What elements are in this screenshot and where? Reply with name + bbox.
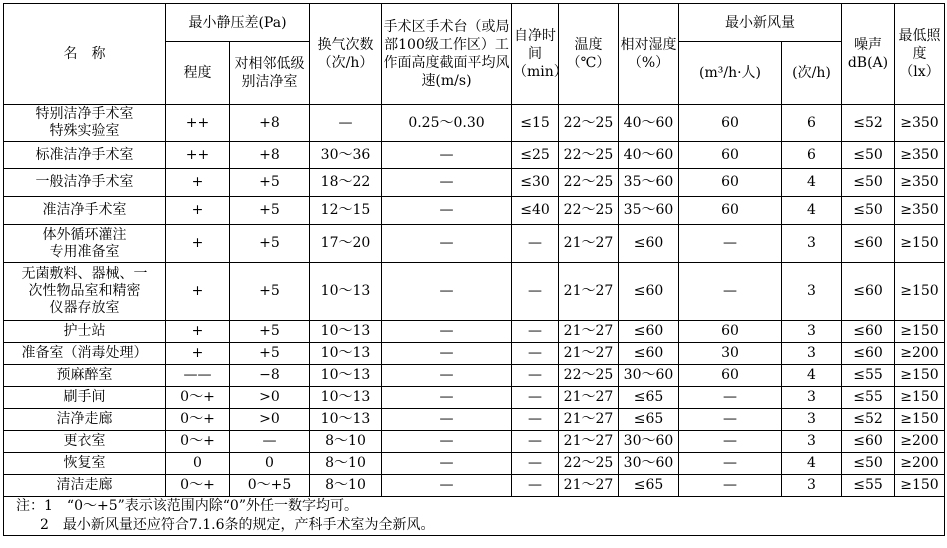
header-humidity: 相对湿度（%） xyxy=(619,4,679,105)
airspeed-cell: — xyxy=(382,409,512,431)
room-name-cell: 护士站 xyxy=(4,321,166,343)
fresh-air-per-hour-cell: 3 xyxy=(782,387,842,409)
header-to-adjacent: 对相邻低级别洁净室 xyxy=(230,42,310,105)
humidity-cell: 30～60 xyxy=(619,431,679,453)
temperature-cell: 21～27 xyxy=(559,225,619,263)
airspeed-cell: 0.25～0.30 xyxy=(382,105,512,142)
fresh-air-per-person-cell: — xyxy=(679,225,782,263)
noise-cell: ≤55 xyxy=(842,365,895,387)
fresh-air-per-person-cell: — xyxy=(679,431,782,453)
header-air-changes: 换气次数（次/h） xyxy=(310,4,382,105)
pressure-degree-cell: + xyxy=(166,169,230,197)
noise-cell: ≤50 xyxy=(842,197,895,225)
fresh-air-per-hour-cell: 3 xyxy=(782,475,842,497)
air-changes-cell: — xyxy=(310,105,382,142)
noise-cell: ≤60 xyxy=(842,431,895,453)
header-fresh-per-person: (m³/h·人) xyxy=(679,42,782,105)
pressure-adjacent-cell: +5 xyxy=(230,321,310,343)
room-name-cell: 无菌敷料、器械、一 次性物品室和精密 仪器存放室 xyxy=(4,263,166,321)
airspeed-cell: — xyxy=(382,365,512,387)
air-changes-cell: 8～10 xyxy=(310,475,382,497)
pressure-degree-cell: 0～+ xyxy=(166,475,230,497)
table-row xyxy=(4,321,945,343)
fresh-air-per-person-cell: 60 xyxy=(679,365,782,387)
temperature-cell: 22～25 xyxy=(559,453,619,475)
airspeed-cell: — xyxy=(382,169,512,197)
humidity-cell: 30～60 xyxy=(619,365,679,387)
table-row xyxy=(4,105,945,142)
table-row xyxy=(4,475,945,497)
humidity-cell: ≤60 xyxy=(619,225,679,263)
air-changes-cell: 17～20 xyxy=(310,225,382,263)
room-name-cell: 恢复室 xyxy=(4,453,166,475)
room-name-cell: 洁净走廊 xyxy=(4,409,166,431)
air-changes-cell: 8～10 xyxy=(310,431,382,453)
humidity-cell: ≤60 xyxy=(619,321,679,343)
header-temperature: 温度（℃） xyxy=(559,4,619,105)
pressure-adjacent-cell: 0 xyxy=(230,453,310,475)
header-airspeed: 手术区手术台（或局部100级工作区）工作面高度截面平均风速(m/s) xyxy=(382,4,512,105)
header-row-1 xyxy=(4,4,945,42)
pressure-degree-cell: 0～+ xyxy=(166,409,230,431)
air-changes-cell: 10～13 xyxy=(310,321,382,343)
illumination-cell: ≥150 xyxy=(895,263,945,321)
noise-cell: ≤55 xyxy=(842,387,895,409)
pressure-adjacent-cell: −8 xyxy=(230,365,310,387)
humidity-cell: 40～60 xyxy=(619,142,679,169)
room-name-cell: 准备室（消毒处理） xyxy=(4,343,166,365)
noise-cell: ≤52 xyxy=(842,105,895,142)
temperature-cell: 21～27 xyxy=(559,343,619,365)
pressure-degree-cell: + xyxy=(166,321,230,343)
air-changes-cell: 10～13 xyxy=(310,365,382,387)
airspeed-cell: — xyxy=(382,321,512,343)
fresh-air-per-person-cell: 60 xyxy=(679,197,782,225)
pressure-degree-cell: —— xyxy=(166,365,230,387)
illumination-cell: ≥350 xyxy=(895,197,945,225)
table-row xyxy=(4,387,945,409)
humidity-cell: ≤60 xyxy=(619,263,679,321)
air-changes-cell: 10～13 xyxy=(310,409,382,431)
self-clean-time-cell: ≤15 xyxy=(512,105,559,142)
fresh-air-per-hour-cell: 6 xyxy=(782,105,842,142)
illumination-cell: ≥200 xyxy=(895,343,945,365)
pressure-degree-cell: + xyxy=(166,197,230,225)
pressure-degree-cell: + xyxy=(166,225,230,263)
pressure-degree-cell: ++ xyxy=(166,105,230,142)
pressure-degree-cell: ++ xyxy=(166,142,230,169)
temperature-cell: 21～27 xyxy=(559,409,619,431)
fresh-air-per-hour-cell: 3 xyxy=(782,263,842,321)
humidity-cell: ≤65 xyxy=(619,387,679,409)
table-row xyxy=(4,409,945,431)
pressure-adjacent-cell: +5 xyxy=(230,343,310,365)
table-row xyxy=(4,343,945,365)
airspeed-cell: — xyxy=(382,343,512,365)
humidity-cell: 40～60 xyxy=(619,105,679,142)
fresh-air-per-hour-cell: 3 xyxy=(782,321,842,343)
pressure-degree-cell: + xyxy=(166,263,230,321)
header-static-pressure: 最小静压差(Pa) xyxy=(166,4,310,42)
illumination-cell: ≥150 xyxy=(895,225,945,263)
temperature-cell: 21～27 xyxy=(559,475,619,497)
temperature-cell: 21～27 xyxy=(559,321,619,343)
table-row xyxy=(4,197,945,225)
illumination-cell: ≥350 xyxy=(895,142,945,169)
illumination-cell: ≥350 xyxy=(895,169,945,197)
humidity-cell: 35～60 xyxy=(619,169,679,197)
illumination-cell: ≥150 xyxy=(895,365,945,387)
self-clean-time-cell: — xyxy=(512,225,559,263)
table-row xyxy=(4,225,945,263)
fresh-air-per-hour-cell: 3 xyxy=(782,225,842,263)
temperature-cell: 22～25 xyxy=(559,142,619,169)
header-fresh-air: 最小新风量 xyxy=(679,4,842,42)
humidity-cell: ≤60 xyxy=(619,343,679,365)
illumination-cell: ≥200 xyxy=(895,431,945,453)
header-noise: 噪声dB(A) xyxy=(842,4,895,105)
pressure-degree-cell: 0～+ xyxy=(166,387,230,409)
noise-cell: ≤55 xyxy=(842,475,895,497)
humidity-cell: 35～60 xyxy=(619,197,679,225)
noise-cell: ≤50 xyxy=(842,453,895,475)
self-clean-time-cell: — xyxy=(512,387,559,409)
table-row xyxy=(4,431,945,453)
header-degree: 程度 xyxy=(166,42,230,105)
pressure-adjacent-cell: >0 xyxy=(230,409,310,431)
room-name-cell: 准洁净手术室 xyxy=(4,197,166,225)
note-1: 注：1 “0～+5”表示该范围内除“0”外任一数字均可。 xyxy=(16,498,358,514)
table-row xyxy=(4,169,945,197)
fresh-air-per-hour-cell: 4 xyxy=(782,197,842,225)
air-changes-cell: 10～13 xyxy=(310,343,382,365)
airspeed-cell: — xyxy=(382,431,512,453)
noise-cell: ≤50 xyxy=(842,169,895,197)
air-changes-cell: 12～15 xyxy=(310,197,382,225)
airspeed-cell: — xyxy=(382,387,512,409)
temperature-cell: 22～25 xyxy=(559,365,619,387)
room-name-cell: 特别洁净手术室 特殊实验室 xyxy=(4,105,166,142)
temperature-cell: 21～27 xyxy=(559,263,619,321)
humidity-cell: ≤65 xyxy=(619,409,679,431)
self-clean-time-cell: — xyxy=(512,453,559,475)
notes-row xyxy=(4,497,945,536)
air-changes-cell: 18～22 xyxy=(310,169,382,197)
header-illumination: 最低照度（lx） xyxy=(895,4,945,105)
pressure-adjacent-cell: 0～+5 xyxy=(230,475,310,497)
header-self-clean: 自净时间（min） xyxy=(512,4,559,105)
illumination-cell: ≥150 xyxy=(895,321,945,343)
pressure-adjacent-cell: — xyxy=(230,431,310,453)
room-name-cell: 体外循环灌注 专用准备室 xyxy=(4,225,166,263)
temperature-cell: 22～25 xyxy=(559,105,619,142)
pressure-adjacent-cell: +5 xyxy=(230,225,310,263)
fresh-air-per-person-cell: — xyxy=(679,387,782,409)
illumination-cell: ≥150 xyxy=(895,387,945,409)
airspeed-cell: — xyxy=(382,453,512,475)
pressure-adjacent-cell: +8 xyxy=(230,142,310,169)
noise-cell: ≤60 xyxy=(842,343,895,365)
room-name-cell: 刷手间 xyxy=(4,387,166,409)
self-clean-time-cell: ≤40 xyxy=(512,197,559,225)
note-2: 2 最小新风量还应符合7.1.6条的规定，产科手术室为全新风。 xyxy=(40,517,435,533)
table-row xyxy=(4,365,945,387)
table-row xyxy=(4,453,945,475)
fresh-air-per-hour-cell: 6 xyxy=(782,142,842,169)
fresh-air-per-person-cell: 60 xyxy=(679,169,782,197)
fresh-air-per-person-cell: 60 xyxy=(679,142,782,169)
self-clean-time-cell: ≤25 xyxy=(512,142,559,169)
pressure-degree-cell: 0 xyxy=(166,453,230,475)
airspeed-cell: — xyxy=(382,225,512,263)
fresh-air-per-hour-cell: 3 xyxy=(782,431,842,453)
room-name-cell: 更衣室 xyxy=(4,431,166,453)
self-clean-time-cell: — xyxy=(512,365,559,387)
fresh-air-per-person-cell: — xyxy=(679,409,782,431)
pressure-adjacent-cell: +5 xyxy=(230,197,310,225)
self-clean-time-cell: — xyxy=(512,321,559,343)
self-clean-time-cell: ≤30 xyxy=(512,169,559,197)
room-name-cell: 清洁走廊 xyxy=(4,475,166,497)
fresh-air-per-hour-cell: 4 xyxy=(782,169,842,197)
self-clean-time-cell: — xyxy=(512,263,559,321)
humidity-cell: ≤65 xyxy=(619,475,679,497)
fresh-air-per-person-cell: — xyxy=(679,475,782,497)
header-name: 名 称 xyxy=(4,4,166,105)
self-clean-time-cell: — xyxy=(512,431,559,453)
illumination-cell: ≥200 xyxy=(895,453,945,475)
illumination-cell: ≥150 xyxy=(895,409,945,431)
airspeed-cell: — xyxy=(382,263,512,321)
temperature-cell: 22～25 xyxy=(559,197,619,225)
self-clean-time-cell: — xyxy=(512,475,559,497)
room-name-cell: 标准洁净手术室 xyxy=(4,142,166,169)
pressure-adjacent-cell: +8 xyxy=(230,105,310,142)
air-changes-cell: 8～10 xyxy=(310,453,382,475)
airspeed-cell: — xyxy=(382,197,512,225)
header-fresh-per-hour: (次/h) xyxy=(782,42,842,105)
fresh-air-per-person-cell: 30 xyxy=(679,343,782,365)
pressure-adjacent-cell: +5 xyxy=(230,169,310,197)
fresh-air-per-person-cell: — xyxy=(679,453,782,475)
illumination-cell: ≥350 xyxy=(895,105,945,142)
table-row xyxy=(4,263,945,321)
clean-room-spec-table xyxy=(3,3,945,536)
self-clean-time-cell: — xyxy=(512,409,559,431)
noise-cell: ≤52 xyxy=(842,409,895,431)
noise-cell: ≤60 xyxy=(842,225,895,263)
fresh-air-per-hour-cell: 3 xyxy=(782,343,842,365)
fresh-air-per-person-cell: — xyxy=(679,263,782,321)
air-changes-cell: 10～13 xyxy=(310,263,382,321)
notes-cell xyxy=(4,497,945,536)
fresh-air-per-hour-cell: 4 xyxy=(782,453,842,475)
noise-cell: ≤60 xyxy=(842,321,895,343)
pressure-adjacent-cell: +5 xyxy=(230,263,310,321)
pressure-degree-cell: 0～+ xyxy=(166,431,230,453)
fresh-air-per-hour-cell: 3 xyxy=(782,409,842,431)
air-changes-cell: 30～36 xyxy=(310,142,382,169)
temperature-cell: 21～27 xyxy=(559,387,619,409)
pressure-degree-cell: + xyxy=(166,343,230,365)
illumination-cell: ≥150 xyxy=(895,475,945,497)
fresh-air-per-person-cell: 60 xyxy=(679,321,782,343)
noise-cell: ≤60 xyxy=(842,263,895,321)
room-name-cell: 预麻醉室 xyxy=(4,365,166,387)
noise-cell: ≤50 xyxy=(842,142,895,169)
temperature-cell: 21～27 xyxy=(559,431,619,453)
airspeed-cell: — xyxy=(382,475,512,497)
fresh-air-per-person-cell: 60 xyxy=(679,105,782,142)
room-name-cell: 一般洁净手术室 xyxy=(4,169,166,197)
temperature-cell: 22～25 xyxy=(559,169,619,197)
humidity-cell: 30～60 xyxy=(619,453,679,475)
table-row xyxy=(4,142,945,169)
self-clean-time-cell: — xyxy=(512,343,559,365)
fresh-air-per-hour-cell: 4 xyxy=(782,365,842,387)
pressure-adjacent-cell: >0 xyxy=(230,387,310,409)
airspeed-cell: — xyxy=(382,142,512,169)
air-changes-cell: 10～13 xyxy=(310,387,382,409)
